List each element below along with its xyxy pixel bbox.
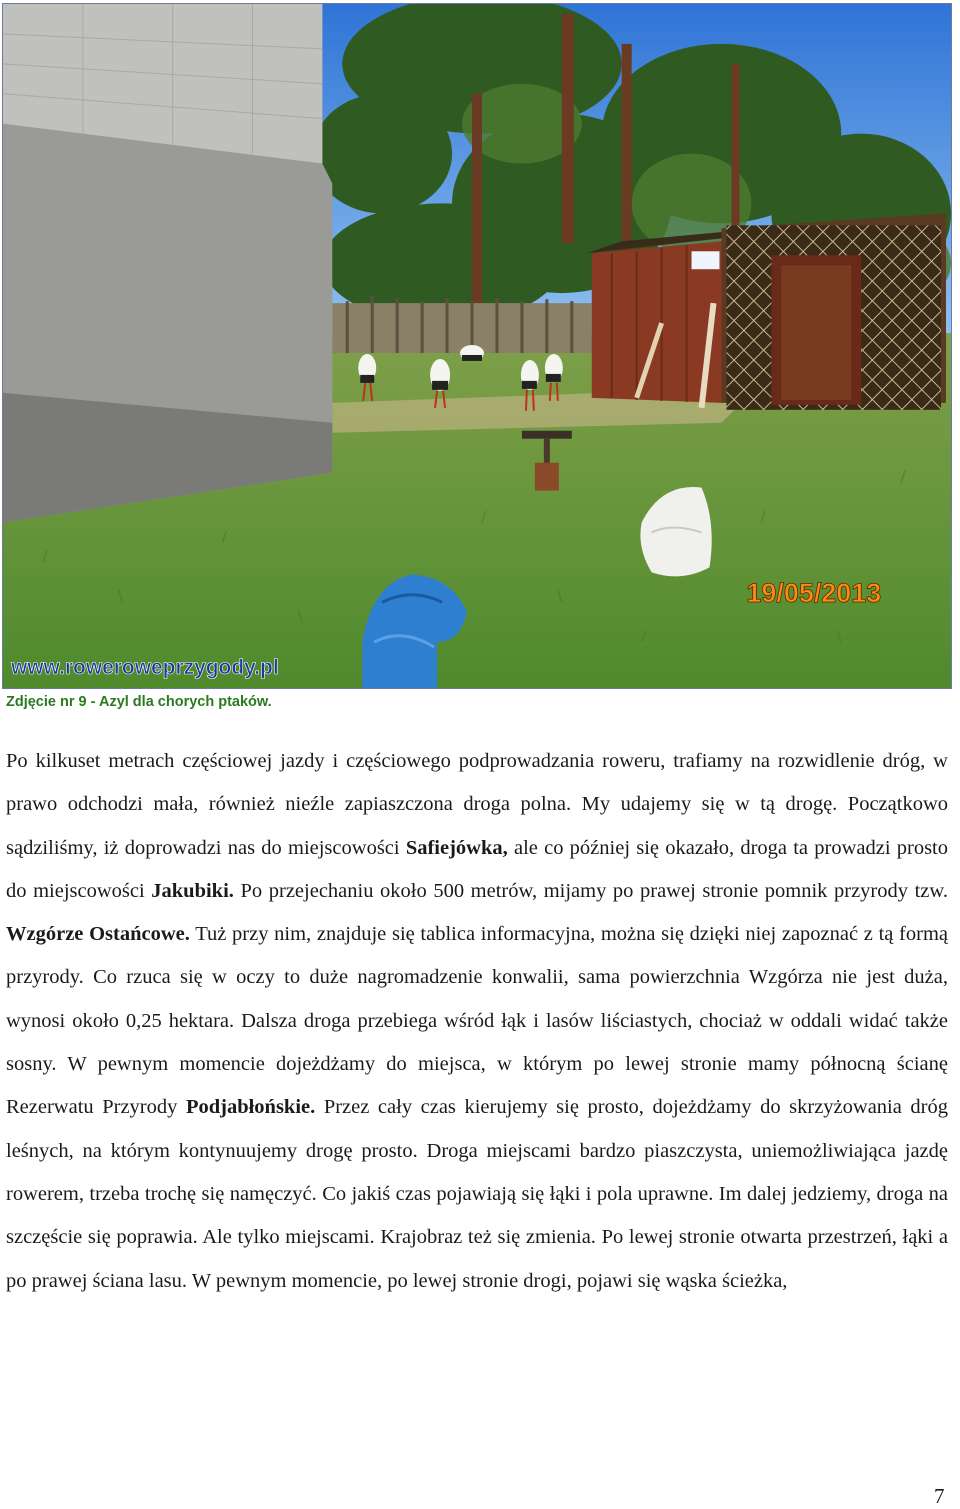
- body-segment: Po kilkuset metrach częściowej jazdy i częściowego podprowadzania roweru, trafiamy na rozwidlenie dróg, w prawo odchodzi mała, również nieźle zapiaszczona droga polna. My udajemy się w tą drogę. Początkowo sądziliśmy, iż doprowadzi nas do miejscowości: [6, 750, 948, 859]
- page-number: 7: [934, 1484, 945, 1508]
- body-segment: ale co później się okazało, droga ta prowadzi prosto do miejscowości: [6, 836, 949, 902]
- wooden-fence: [332, 295, 591, 353]
- place-name-wzgorze-ostancowe: Wzgórze Ostańcowe.: [6, 923, 190, 946]
- place-name-safiejowka: Safiejówka,: [405, 836, 508, 859]
- body-paragraph: [6, 740, 948, 1303]
- stork-shelter-photo: [2, 3, 952, 689]
- caption-label: Zdjęcie nr 9: [6, 694, 87, 710]
- body-segment: Przez cały czas kierujemy się prosto, dojeżdżamy do skrzyżowania dróg leśnych, na którym kontynuujemy drogę prosto. Droga miejscami bardzo piaszczysta, uniemożliwiająca jazdę rowerem, trzeba trochę się namęczyć. Co jakiś czas pojawiają się łąki i pola uprawne. Im dalej jedziemy, droga na szczęście się poprawia. Ale tylko miejscami. Krajobraz też się zmienia. Po lewej stronie otwarta przestrzeń, łąki a po prawej ściana lasu. W pewnym momencie, po lewej stronie drogi, pojawi się wąska ścieżka,: [6, 1096, 948, 1292]
- body-segment: Po przejechaniu około 500 metrów, mijamy po prawej stronie pomnik przyrody tzw.: [233, 879, 948, 902]
- caption-text: Azyl dla chorych ptaków.: [98, 694, 272, 710]
- brick-building: [3, 4, 332, 522]
- body-segment: Tuż przy nim, znajduje się tablica informacyjna, można się dzięki niej zapoznać z tą formą przyrody. Co rzuca się w oczy to duże nagromadzenie konwalii, sama powierzchnia Wzgórza nie jest duża, wynosi około 0,25 hektara. Dalsza droga przebiega wśród łąk i lasów liściastych, chociaż w oddali widać także sosny. W pewnym momencie dojeżdżamy do miejsca, w którym po lewej stronie mamy północną ścianę Rezerwatu Przyrody: [6, 923, 948, 1119]
- place-name-podjablonskie: Podjabłońskie.: [185, 1096, 316, 1119]
- wooden-shed: [587, 213, 946, 409]
- caption-separator: -: [90, 694, 96, 710]
- place-name-jakubiki: Jakubiki.: [151, 879, 234, 902]
- photo-caption: [6, 694, 272, 710]
- photo-date-stamp: 19/05/2013: [746, 578, 882, 609]
- photo-watermark: www.roweroweprzygody.pl: [10, 656, 279, 680]
